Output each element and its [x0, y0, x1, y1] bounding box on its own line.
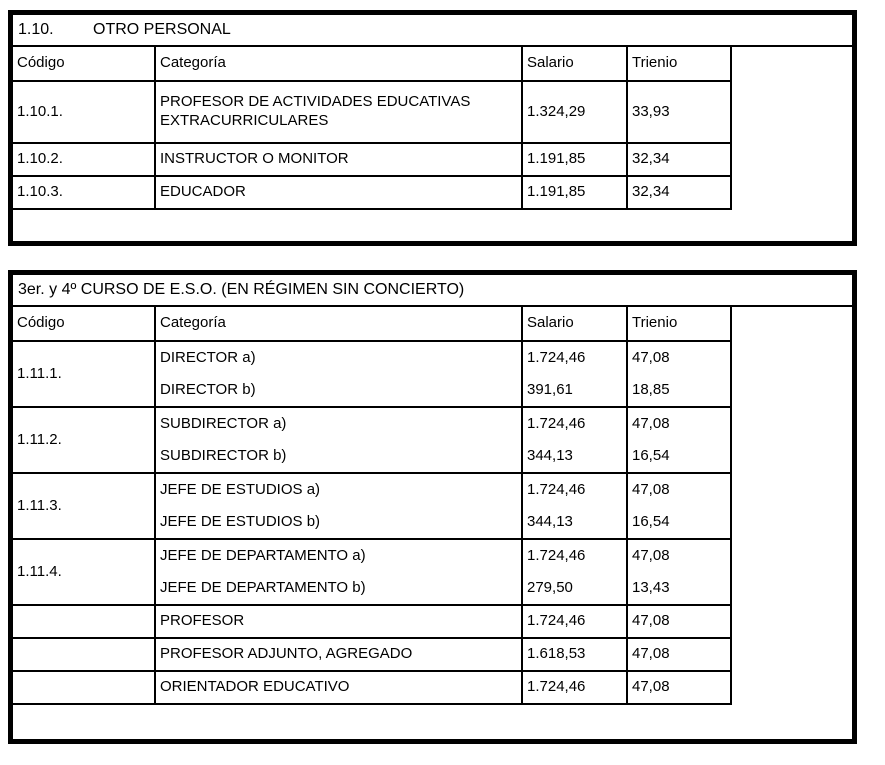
table-row	[13, 176, 731, 209]
cell-code: 1.10.2.	[13, 143, 155, 176]
cell-category: DIRECTOR b)	[155, 374, 522, 407]
cell-code: 1.10.3.	[13, 176, 155, 209]
salary-table	[13, 47, 732, 210]
table-title-code: 1.10.	[18, 21, 54, 38]
header-row	[13, 307, 731, 341]
cell-salary: 1.618,53	[522, 638, 627, 671]
table-title-text: OTRO PERSONAL	[93, 21, 231, 38]
table-title	[13, 275, 852, 307]
cell-triennium: 32,34	[627, 143, 731, 176]
cell-salary: 1.191,85	[522, 143, 627, 176]
cell-category: PROFESOR ADJUNTO, AGREGADO	[155, 638, 522, 671]
column-header-triennium: Trienio	[627, 307, 731, 341]
cell-salary: 1.724,46	[522, 473, 627, 506]
table-row	[13, 671, 731, 704]
cell-triennium: 18,85	[627, 374, 731, 407]
cell-triennium: 16,54	[627, 440, 731, 473]
cell-code: 1.11.2.	[13, 407, 155, 473]
cell-category: PROFESOR	[155, 605, 522, 638]
cell-category: ORIENTADOR EDUCATIVO	[155, 671, 522, 704]
table-row	[13, 407, 731, 440]
table-row	[13, 143, 731, 176]
section-otro-personal	[8, 10, 857, 246]
cell-salary: 1.324,29	[522, 81, 627, 143]
cell-triennium: 47,08	[627, 407, 731, 440]
column-header-salary: Salario	[522, 47, 627, 81]
column-header-category: Categoría	[155, 307, 522, 341]
cell-category: JEFE DE ESTUDIOS b)	[155, 506, 522, 539]
cell-code: 1.11.4.	[13, 539, 155, 605]
cell-salary: 1.191,85	[522, 176, 627, 209]
cell-salary: 391,61	[522, 374, 627, 407]
table-title-text: 3er. y 4º CURSO DE E.S.O. (EN RÉGIMEN SIN CONCIERTO)	[18, 281, 465, 298]
cell-category: JEFE DE DEPARTAMENTO a)	[155, 539, 522, 572]
cell-code	[13, 638, 155, 671]
column-header-triennium: Trienio	[627, 47, 731, 81]
cell-salary: 1.724,46	[522, 605, 627, 638]
cell-category: JEFE DE ESTUDIOS a)	[155, 473, 522, 506]
header-row	[13, 47, 731, 81]
cell-salary: 1.724,46	[522, 671, 627, 704]
cell-triennium: 47,08	[627, 539, 731, 572]
cell-triennium: 47,08	[627, 341, 731, 374]
cell-category: PROFESOR DE ACTIVIDADES EDUCATIVAS EXTRACURRICULARES	[155, 81, 522, 143]
cell-salary: 1.724,46	[522, 407, 627, 440]
salary-table	[13, 307, 732, 705]
cell-category: SUBDIRECTOR a)	[155, 407, 522, 440]
cell-salary: 1.724,46	[522, 341, 627, 374]
section-curso-eso-sin-concierto	[8, 270, 857, 744]
cell-triennium: 33,93	[627, 81, 731, 143]
table-title	[13, 15, 852, 47]
cell-salary: 279,50	[522, 572, 627, 605]
table-row	[13, 539, 731, 572]
column-header-category: Categoría	[155, 47, 522, 81]
cell-category: SUBDIRECTOR b)	[155, 440, 522, 473]
cell-triennium: 47,08	[627, 473, 731, 506]
table-row	[13, 473, 731, 506]
cell-triennium: 47,08	[627, 638, 731, 671]
cell-triennium: 16,54	[627, 506, 731, 539]
table-row	[13, 81, 731, 143]
column-header-code: Código	[13, 307, 155, 341]
cell-triennium: 13,43	[627, 572, 731, 605]
cell-code: 1.10.1.	[13, 81, 155, 143]
cell-category: DIRECTOR a)	[155, 341, 522, 374]
cell-salary: 1.724,46	[522, 539, 627, 572]
cell-code: 1.11.3.	[13, 473, 155, 539]
cell-triennium: 47,08	[627, 671, 731, 704]
cell-code	[13, 671, 155, 704]
table-row	[13, 605, 731, 638]
cell-category: JEFE DE DEPARTAMENTO b)	[155, 572, 522, 605]
cell-salary: 344,13	[522, 440, 627, 473]
cell-salary: 344,13	[522, 506, 627, 539]
cell-code	[13, 605, 155, 638]
cell-category: EDUCADOR	[155, 176, 522, 209]
cell-code: 1.11.1.	[13, 341, 155, 407]
cell-category: INSTRUCTOR O MONITOR	[155, 143, 522, 176]
table-row	[13, 341, 731, 374]
column-header-salary: Salario	[522, 307, 627, 341]
table-row	[13, 638, 731, 671]
cell-triennium: 32,34	[627, 176, 731, 209]
column-header-code: Código	[13, 47, 155, 81]
cell-triennium: 47,08	[627, 605, 731, 638]
